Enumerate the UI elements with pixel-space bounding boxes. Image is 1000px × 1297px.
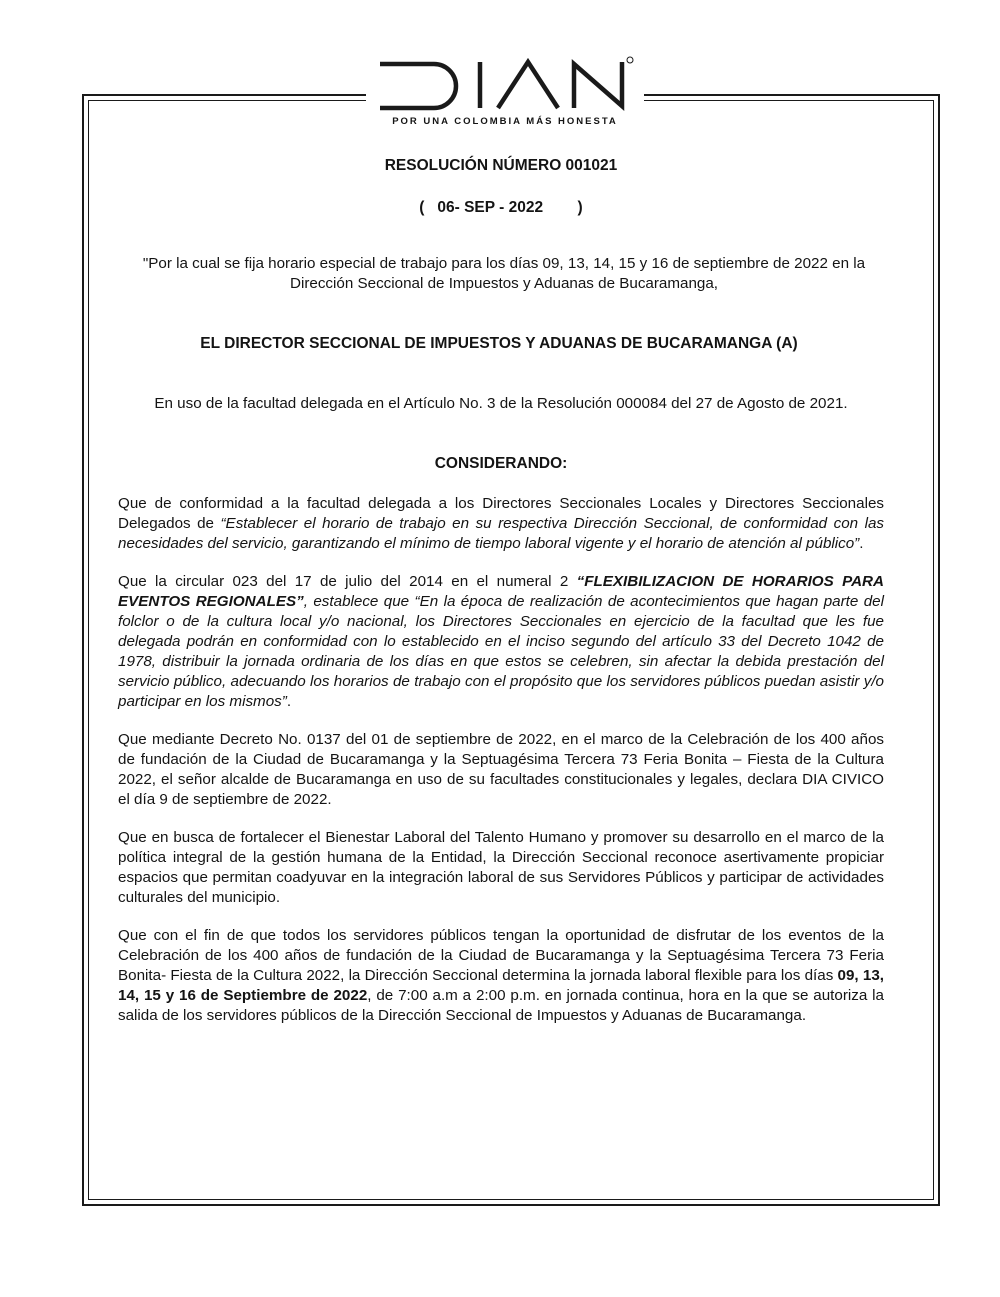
director-heading: EL DIRECTOR SECCIONAL DE IMPUESTOS Y ADUANAS DE BUCARAMANGA (A) [200,335,798,352]
date-paren-close: ) [577,199,583,216]
p2-end: . [286,693,292,710]
p2-quote: “En la época de realización de acontecimientos que hagan parte del folclor o de la cultura local y/o nacional, los Directores Seccionales en ejercicio de la facultad que les fue delegada podrán en conformidad con lo establecido en el inciso segundo del artículo 33 del Decreto 1042 de 1978, distribuir la jornada ordinaria de los días en que estos se celebren, sin afectar la debida prestación del servicio público, adecuando los horarios de trabajo con el propósito que los servidores públicos puedan asistir y/o participar en los mismos” [118,593,885,710]
p2-middle: , establece que [303,593,415,610]
p2-intro: Que la circular 023 del 17 de julio del 2014 en el numeral 2 [118,573,577,590]
dian-logo [376,56,636,112]
p2-bold-quote: “FLEXIBILIZACION DE HORARIOS PARA EVENTOS REGIONALES” [118,573,884,610]
logo-tagline: POR UNA COLOMBIA MÁS HONESTA [392,116,618,127]
p5-intro: Que con el fin de que todos los servidores públicos tengan la oportunidad de disfrutar de los eventos de la Celebración de los 400 años de fundación de la Ciudad de Bucaramanga y la Septuagésima Tercera 73 Feria Bonita- Fiesta de la Cultura 2022, la Dirección Seccional determina la jornada laboral flexible para los días [118,927,884,984]
p1-end: . [859,535,864,552]
p1-intro: Que de conformidad a la facultad delegada a los Directores Seccionales Locales y Directores Seccionales Delegados de [118,495,884,532]
resolution-body [118,150,884,1026]
p5-bold-dates: 09, 13, 14, 15 y 16 de Septiembre de 2022 [118,967,884,1004]
considerando-paragraph-2 [118,572,884,712]
p1-quote: “Establecer el horario de trabajo en su respectiva Dirección Seccional, de conformidad con las necesidades del servicio, garantizando el mínimo de tiempo laboral vigente y el horario de atención al público” [118,515,884,552]
considerando-heading: CONSIDERANDO: [434,455,568,472]
considerando-paragraph-3: Que mediante Decreto No. 0137 del 01 de septiembre de 2022, en el marco de la Celebración de los 400 años de fundación de la Ciudad de Bucaramanga y la Septuagésima Tercera 73 Feria Bonita – Fiesta de la Cultura 2022, el señor alcalde de Bucaramanga en uso de su facultades constitucionales y legales, declara DIA CIVICO el día 9 de septiembre de 2022. [118,731,884,808]
considerando-paragraph-5 [118,926,884,1026]
considerando-paragraph-1 [118,494,884,554]
resolution-subject: "Por la cual se fija horario especial de trabajo para los días 09, 13, 14, 15 y 16 de septiembre de 2022 en la Dirección Seccional de Impuestos y Aduanas de Bucaramanga, [142,255,866,292]
resolution-title: RESOLUCIÓN NÚMERO 001021 [384,157,618,174]
resolution-date-line [118,198,884,218]
resolution-date: 06- SEP - 2022 [437,199,544,216]
considerando-paragraph-4: Que en busca de fortalecer el Bienestar Laboral del Talento Humano y promover su desarrollo en el marco de la política integral de la gestión humana de la Entidad, la Dirección Seccional reconoce asertivamente propiciar espacios que permitan coadyuvar en la integración laboral de sus Servidores Públicos y participar de actividades culturales del municipio. [118,829,884,906]
faculty-statement: En uso de la facultad delegada en el Artículo No. 3 de la Resolución 000084 del 27 de Agosto de 2021. [154,395,848,412]
p5-end: , de 7:00 a.m a 2:00 p.m. en jornada continua, hora en la que se autoriza la salida de los servidores públicos de la Dirección Seccional de Impuestos y Aduanas de Bucaramanga. [118,987,884,1024]
date-paren-open: ( [419,199,425,216]
